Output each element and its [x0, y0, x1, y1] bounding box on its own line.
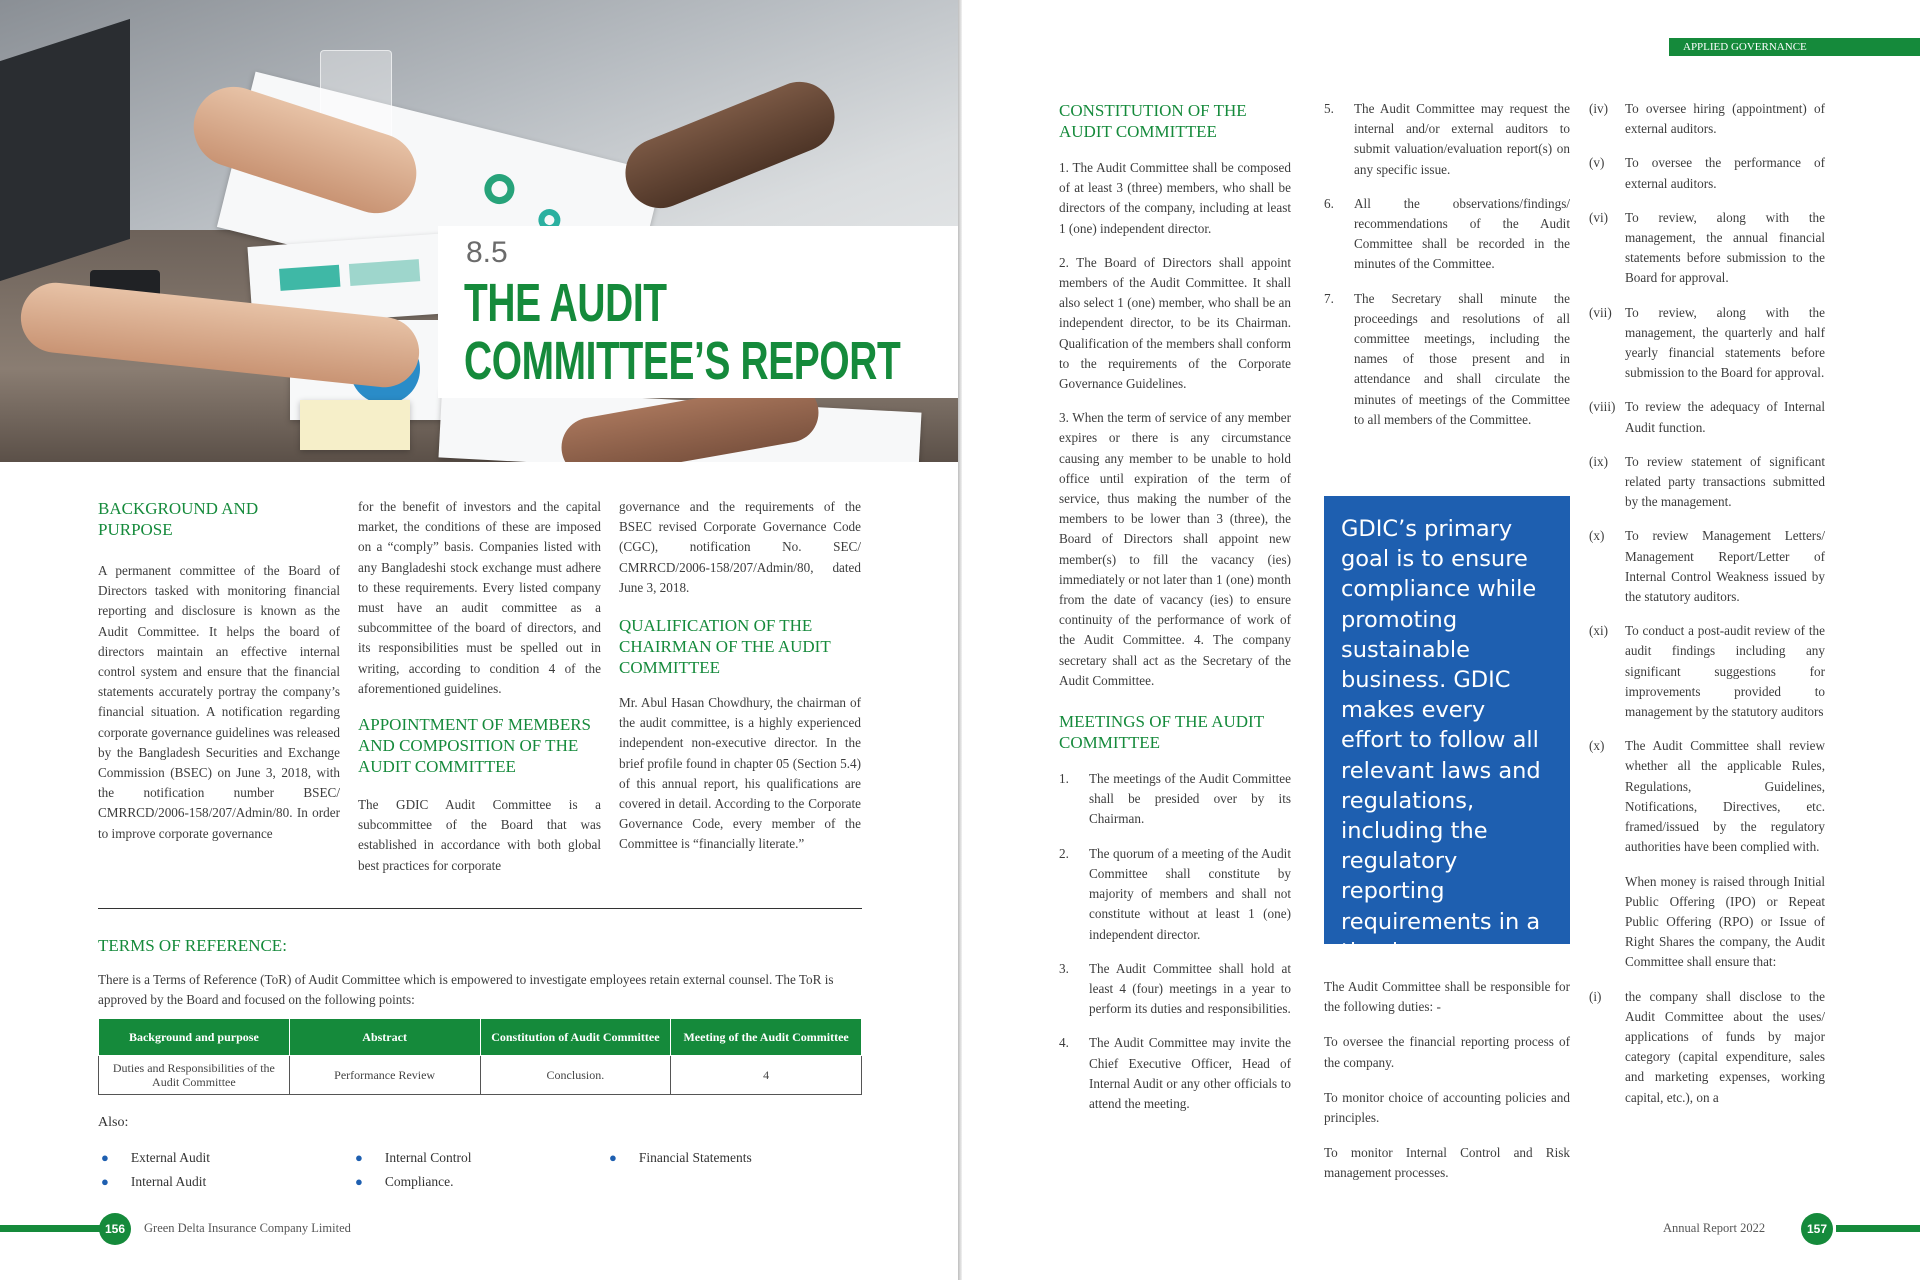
section-number: 8.5: [466, 236, 508, 269]
section-heading: APPOINTMENT OF MEMBERS AND COMPOSITION OF THE AUDIT COMMITTEE: [358, 715, 592, 777]
background-section: [98, 498, 340, 844]
bullet-icon: ●: [101, 1174, 109, 1189]
bullet-icon: ●: [355, 1174, 363, 1189]
list-item: (v) To oversee the performance of external auditors.: [1589, 155, 1825, 191]
list-item: (xi) To conduct a post-audit review of the audit findings including any significant suggestions for improvements provided to management by the statutory auditors: [1589, 623, 1825, 720]
divider: [98, 908, 862, 909]
table-header: Meeting of the Audit Committee: [671, 1019, 862, 1056]
body-text: 1. The Audit Committee shall be composed of at least 3 (three) members, who shall be directors of the company, including at least 1 (one) independent director.: [1059, 160, 1291, 236]
list-item: (vi) To review, along with the management, the annual financial statements before submission to the Board for approval.: [1589, 209, 1825, 286]
constitution-section: [1059, 100, 1291, 1128]
list-item: (i) the company shall disclose to the Audit Committee about the uses/ applications of funds by major category (capital expenditure, sales and marketing expenses, working capital, etc.), on a: [1589, 988, 1825, 1105]
duties-section: [1324, 977, 1570, 1184]
table-header-row: [99, 1019, 862, 1056]
bullet-icon: ●: [355, 1150, 363, 1165]
bullet-icon: ●: [609, 1150, 617, 1165]
right-page: [962, 0, 1920, 1280]
duties-list: [1589, 99, 1825, 1122]
column-3: [619, 497, 861, 855]
table-row: [99, 1056, 862, 1095]
footer-report: Annual Report 2022: [1663, 1221, 1766, 1235]
section-heading: CONSTITUTION OF THE AUDIT COMMITTEE: [1059, 101, 1247, 141]
body-text: A permanent committee of the Board of Directors tasked with monitoring financial reporting and disclosure is known as the Audit Committee. It helps the board of directors maintain an effective internal control system and ensure that the financial statements accurately portray the company’s financial situation. A notification regarding corporate governance guidelines was released by the Bangladesh Securities and Exchange Commission (BSEC) on June 3, 2018, with the notification number BSEC/ CMRRCD/2006-158/207/Admin/80. In order to improve corporate governance: [98, 563, 340, 841]
body-text: When money is raised through Initial Public Offering (IPO) or Repeat Public Offering (RPO) or Issue of Right Shares the company, the Audit Committee shall ensure that:: [1625, 873, 1825, 970]
table-cell: Conclusion.: [480, 1056, 671, 1095]
list-item: To monitor choice of accounting policies and principles.: [1324, 1089, 1570, 1126]
body-text: 2. The Board of Directors shall appoint members of the Audit Committee. It shall also select 1 (one) member, who shall be an independent director, to be its Chairman. Qualification of the members shall conform to the requirements of the Corporate Governance Guidelines.: [1059, 254, 1291, 392]
footer-company: Green Delta Insurance Company Limited: [144, 1221, 351, 1235]
list-item: (vii) To review, along with the management, the quarterly and half yearly financial statements before submission to the Board for approval.: [1589, 304, 1825, 381]
body-text: The Audit Committee shall be responsible for the following duties: -: [1324, 979, 1570, 1015]
pull-quote: GDIC’s primary goal is to ensure compliance while promoting sustainable business. GDIC makes every effort to follow all relevant laws and regulations, including the regulatory reporting requirements in a timely manner.: [1324, 496, 1570, 944]
sticky-note: [300, 400, 410, 450]
tablet-device: [0, 19, 130, 281]
body-text: Mr. Abul Hasan Chowdhury, the chairman of the audit committee, is a highly experienced independent non-executive director. In the brief profile found in chapter 05 (Section 5.4) of this annual report, his qualifications are covered in detail. According to the Corporate Governance Code, every member of the Committee is “financially literate.”: [619, 695, 861, 852]
table-header: Constitution of Audit Committee: [480, 1019, 671, 1056]
body-text: 3. When the term of service of any member expires or there is any circumstance causing any member to be unable to hold office until expiration of the term of service, thus making the number of the members to be lower than 3 (three), the Board of Directors shall appoint new member(s) to fill the vacancy (ies) immediately or not later than 1 (one) month from the date of vacancy (ies) to ensure continuity of the performance of work of the Audit Committee. 4. The company secretary shall act as the Secretary of the Audit Committee.: [1059, 410, 1291, 688]
footer-rule: [0, 1225, 100, 1232]
footer-rule: [1836, 1225, 1920, 1232]
committee-list: [1324, 99, 1570, 444]
list-item: 5. The Audit Committee may request the internal and/or external auditors to submit valuation/evaluation report(s) on any specific issue.: [1324, 101, 1570, 177]
section-heading: TERMS OF REFERENCE:: [98, 936, 287, 955]
column-2: [358, 497, 601, 876]
left-page: [0, 0, 958, 1280]
also-label: Also:: [98, 1115, 129, 1130]
list-item: (x) To review Management Letters/ Management Report/Letter of Internal Control Weakness issued by the statutory auditors.: [1589, 528, 1825, 605]
table-header: Background and purpose: [99, 1019, 290, 1056]
list-item: 3. The Audit Committee shall hold at least 4 (four) meetings in a year to perform its duties and responsibilities.: [1059, 960, 1291, 1017]
list-item: (viii) To review the adequacy of Internal Audit function.: [1589, 399, 1825, 435]
section-heading: MEETINGS OF THE AUDIT COMMITTEE: [1059, 712, 1265, 753]
body-text: for the benefit of investors and the capital market, the conditions of these are imposed on a “comply” basis. Companies listed with any Bangladeshi stock exchange must adhere to these requirements. Every listed company must have an audit committee as a subcommittee of the board of directors, and its responsibilities must be spelled out in writing, according to condition 4 of the aforementioned guidelines.: [358, 499, 601, 696]
meetings-list: [1059, 769, 1291, 1114]
list-item: ● Compliance.: [355, 1174, 454, 1189]
bullet-icon: ●: [101, 1150, 109, 1165]
title-line: COMMITTEE’S REPORT: [464, 331, 901, 391]
list-item: 4. The Audit Committee may invite the Chief Executive Officer, Head of Internal Audit or any other officials to attend the meeting.: [1059, 1035, 1291, 1111]
list-item: 1. The meetings of the Audit Committee shall be presided over by its Chairman.: [1059, 771, 1291, 827]
list-item: ● Financial Statements: [609, 1150, 752, 1165]
section-heading: BACKGROUND AND PURPOSE: [98, 499, 259, 539]
list-item: To oversee the financial reporting process of the company.: [1324, 1034, 1570, 1070]
section-banner: APPLIED GOVERNANCE: [1669, 38, 1920, 56]
hand: [615, 71, 845, 218]
list-item: (ix) To review statement of significant related party transactions submitted by the management.: [1589, 453, 1825, 510]
list-item: 2. The quorum of a meeting of the Audit Committee shall constitute by majority of members and shall not constitute without at least 1 (one) independent director.: [1059, 845, 1291, 942]
title-line: THE AUDIT: [464, 273, 667, 333]
list-item: ● Internal Control: [355, 1150, 472, 1165]
list-item: (x) The Audit Committee shall review whether all the applicable Rules, Regulations, Guidelines, Notifications, Directives, etc. framed/issued by the regulatory authorities have been complied with.: [1589, 738, 1825, 855]
table-cell: 4: [671, 1056, 862, 1095]
list-item: To monitor Internal Control and Risk management processes.: [1324, 1145, 1570, 1181]
section-heading: QUALIFICATION OF THE CHAIRMAN OF THE AUDIT COMMITTEE: [619, 616, 831, 678]
table-cell: Duties and Responsibilities of the Audit Committee: [99, 1056, 290, 1095]
table-header: Abstract: [289, 1019, 480, 1056]
list-item: 7. The Secretary shall minute the proceedings and resolutions of all committee meetings, including the names of those present and in attendance and shall circulate the minutes of meetings of the Committee to all members of the Committee.: [1324, 290, 1570, 427]
body-text: governance and the requirements of the BSEC revised Corporate Governance Code (CGC), notification No. SEC/ CMRRCD/2006-158/207/Admin/80, dated June 3, 2018.: [619, 499, 861, 595]
body-text: There is a Terms of Reference (ToR) of Audit Committee which is empowered to investigate employees retain external counsel. The ToR is approved by the Board and focused on the following points:: [98, 972, 834, 1008]
list-item: (iv) To oversee hiring (appointment) of external auditors.: [1589, 101, 1825, 137]
list-item: ● Internal Audit: [101, 1174, 207, 1189]
body-text: The GDIC Audit Committee is a subcommittee of the Board that was established in accordance with both global best practices for corporate: [358, 797, 601, 873]
list-item: 6. All the observations/findings/ recommendations of the Audit Committee shall be recorded in the minutes of the Committee.: [1324, 195, 1570, 272]
page-title: [464, 274, 900, 390]
page-number: 156: [99, 1213, 131, 1245]
table-cell: Performance Review: [289, 1056, 480, 1095]
list-item: ● External Audit: [101, 1150, 210, 1165]
terms-table: [98, 1018, 862, 1095]
page-number: 157: [1801, 1213, 1833, 1245]
donut-chart-icon: [481, 171, 517, 207]
